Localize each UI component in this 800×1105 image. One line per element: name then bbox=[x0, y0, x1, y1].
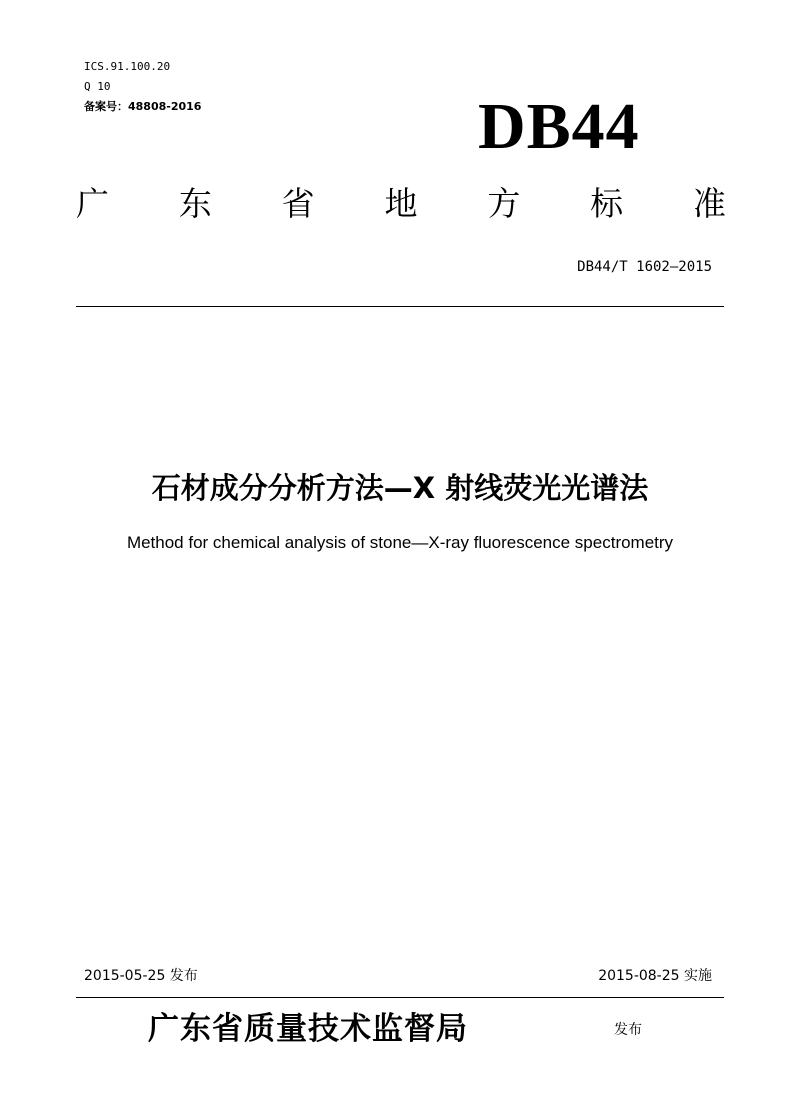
issue-date: 2015-05-25 发布 bbox=[84, 968, 198, 984]
standard-type-char: 方 bbox=[487, 184, 521, 223]
standard-type-char: 准 bbox=[692, 184, 726, 223]
standard-number: DB44/T 1602—2015 bbox=[577, 259, 712, 275]
title-english: Method for chemical analysis of stone—X-ray fluorescence spectrometry bbox=[126, 533, 674, 552]
standard-type-char: 地 bbox=[384, 184, 418, 223]
ccs-code: Q 10 bbox=[84, 80, 111, 93]
ics-code: ICS.91.100.20 bbox=[84, 60, 171, 73]
top-divider bbox=[76, 306, 724, 307]
bottom-divider bbox=[76, 997, 724, 998]
standard-type-char: 标 bbox=[590, 184, 624, 223]
record-number: 备案号：48808-2016 bbox=[84, 100, 202, 113]
issuing-authority: 广东省质量技术监督局 bbox=[148, 1011, 468, 1047]
db-logo: DB44 bbox=[478, 90, 640, 163]
implementation-date: 2015-08-25 实施 bbox=[598, 968, 712, 984]
standard-type-char: 广 bbox=[76, 184, 109, 223]
issuer-action: 发布 bbox=[614, 1022, 642, 1038]
standard-type-char: 东 bbox=[178, 184, 212, 223]
title-chinese: 石材成分分析方法—X 射线荧光光谱法 bbox=[151, 471, 649, 505]
standard-type-heading bbox=[76, 182, 726, 226]
standard-type-char: 省 bbox=[281, 184, 315, 223]
